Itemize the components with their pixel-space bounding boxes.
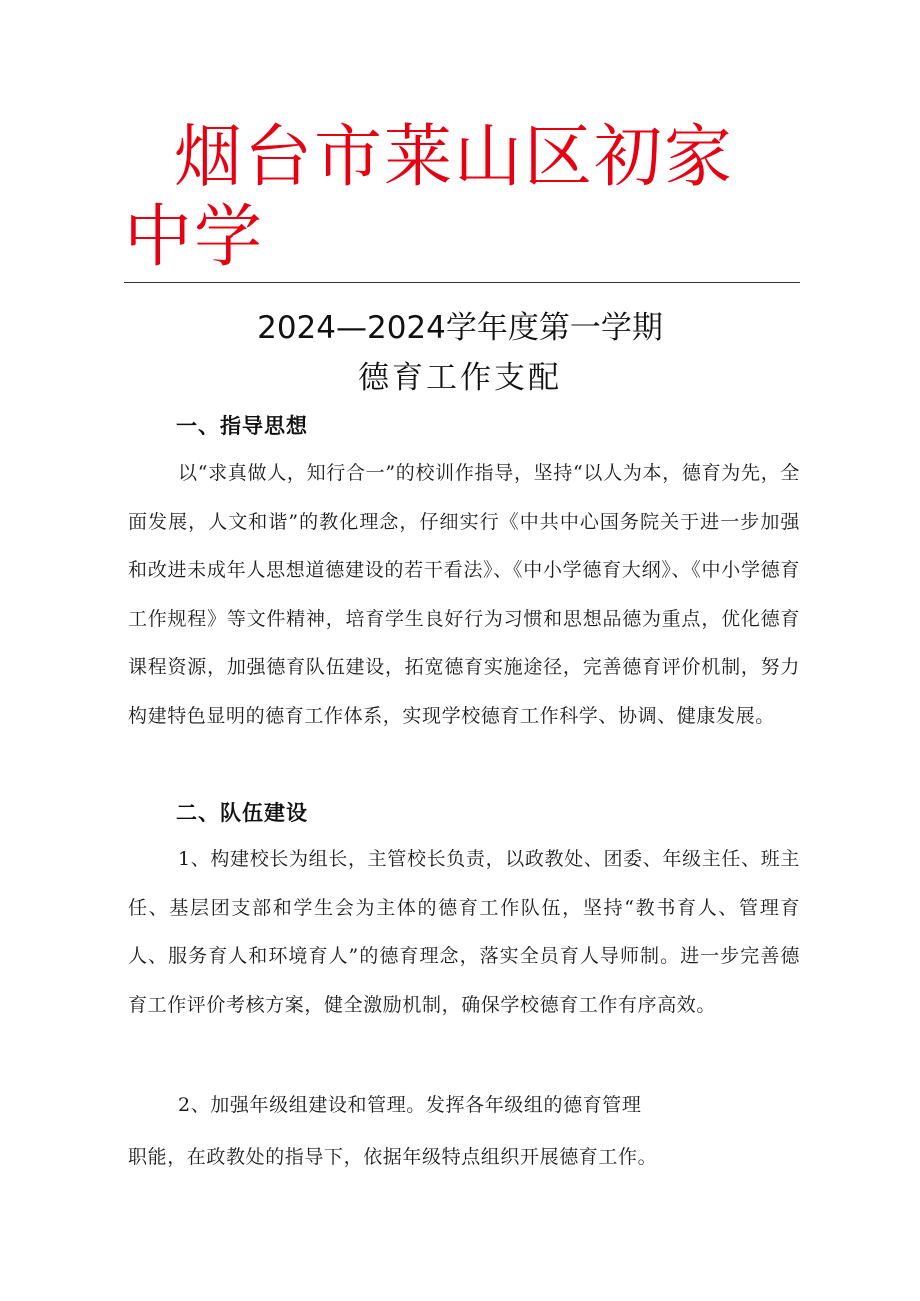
school-name-title: 烟台市莱山区初家中学 [124, 118, 735, 277]
header-divider [124, 282, 800, 283]
section-heading-team-building: 二、队伍建设 [176, 801, 308, 825]
section-heading-guiding-ideology: 一、指导思想 [176, 414, 308, 438]
paragraph-guiding-ideology: 以“求真做人，知行合一”的校训作指导，坚持“以人为本，德育为先，全面发展，人文和谐”的教化理念，仔细实行《中共中心国务院关于进一步加强和改进未成年人思想道德建设的若干看法》、《中小学德育大纲》、《中小学德育工作规程》等文件精神，培育学生良好行为习惯和思想品德为重点，优化德育课程资源，加强德育队伍建设，拓宽德育实施途径，完善德育评价机制，努力构建特色显明的德育工作体系，实现学校德育工作科学、协调、健康发展。 [128, 462, 800, 727]
paragraph-team-building-2-continued: 职能，在政教处的指导下，依据年级特点组织开展德育工作。 [128, 1146, 658, 1168]
paragraph-team-building-2: 2、加强年级组建设和管理。发挥各年级组的德育管理 [178, 1094, 642, 1116]
document-title-line-2: 德育工作支配 [358, 360, 562, 396]
paragraph-team-building-1: 1、构建校长为组长，主管校长负责，以政教处、团委、年级主任、班主任、基层团支部和学生会为主体的德育工作队伍，坚持“教书育人、管理育人、服务育人和环境育人”的德育理念，落实全员育人导师制。进一步完善德育工作评价考核方案，健全激励机制，确保学校德育工作有序高效。 [128, 848, 800, 1016]
document-title-line-1: 2024—2024学年度第一学期 [257, 310, 663, 346]
